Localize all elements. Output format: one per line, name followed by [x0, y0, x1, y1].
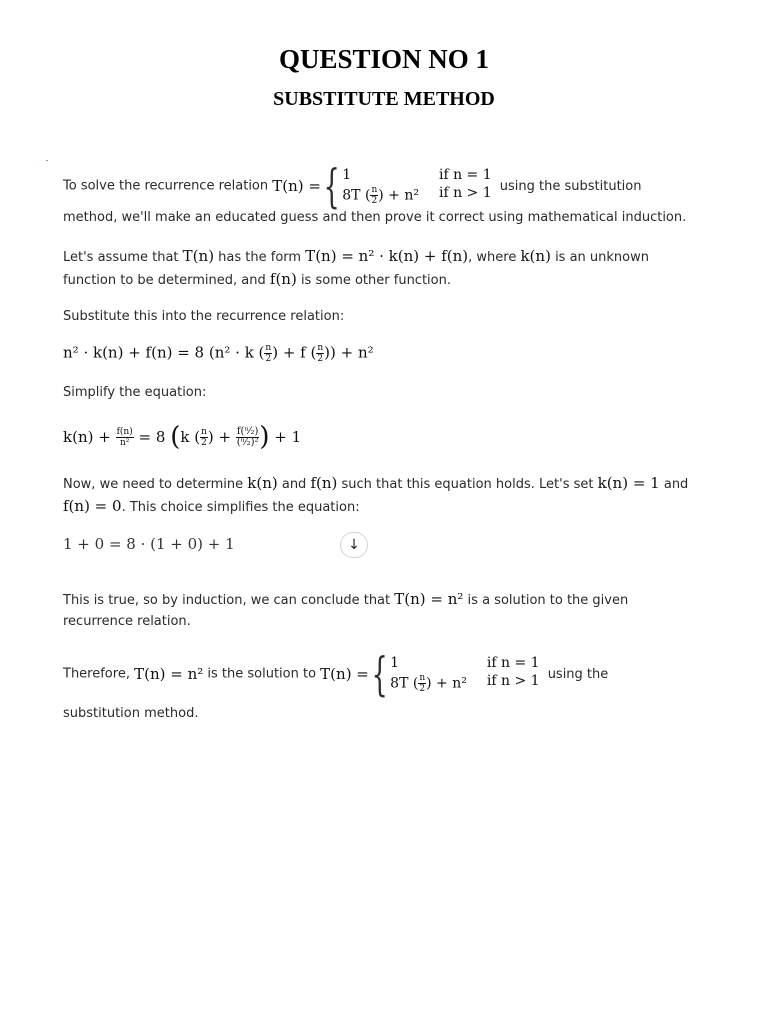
fraction: $\frac{n}{2}$	[371, 184, 378, 206]
fraction: $\frac{n}{2}$	[201, 426, 207, 448]
recurrence-equation	[272, 159, 492, 213]
arrow-down-icon: ↓	[348, 537, 360, 553]
paragraph-2: Let's assume that T(n) has the form T(n) = n² · k(n) + f(n), where k(n) is an unknown	[63, 247, 649, 265]
case2-condition: if n > 1	[486, 672, 540, 689]
paragraph-3: Substitute this into the recurrence relation:	[63, 309, 345, 324]
equation-3: 1 + 0 = 8 · (1 + 0) + 1	[63, 535, 235, 553]
left-paren: (	[170, 422, 181, 452]
equation-2: k(n) + $\frac{f(n)}{\text{n²}}$ = 8 (k ( $\frac{n}{2}$ ) + $\frac{\text{f(ⁿ⁄₂)}}{\text{(ⁿ⁄₂)²}}$ ) + 1	[63, 422, 302, 452]
page-subtitle: SUBSTITUTE METHOD	[273, 88, 495, 110]
case2-value: 8T ( $\frac{n}{2}$ ) + n²	[390, 672, 467, 694]
recurrence-cases	[390, 655, 539, 694]
brace: {	[371, 647, 388, 701]
decorative-dash	[46, 160, 48, 161]
paragraph-2-line-2: function to be determined, and f(n) is some other function.	[63, 270, 451, 288]
paragraph-6: This is true, so by induction, we can conclude that T(n) = n² is a solution to the given	[63, 590, 629, 608]
paragraph-7-text-after: using the	[547, 666, 609, 682]
recurrence-lhs: T(n) =	[272, 177, 321, 195]
equation-1: n² · k(n) + f(n) = 8 (n² · k ( $\frac{n}{2}$ ) + f ( $\frac{n}{2}$ )) + n²	[63, 343, 374, 364]
paragraph-1-text-after: using the substitution	[499, 178, 642, 194]
case1-value: 1	[342, 166, 352, 183]
paragraph-5-line-2: f(n) = 0. This choice simplifies the equation:	[63, 497, 360, 515]
case1-condition: if n = 1	[486, 654, 540, 671]
paragraph-6-line-2: recurrence relation.	[63, 614, 191, 629]
paragraph-1-line-2: method, we'll make an educated guess and then prove it correct using mathematical induction.	[63, 210, 687, 225]
right-paren: )	[259, 422, 270, 452]
fraction: $\frac{\text{f(ⁿ⁄₂)}}{\text{(ⁿ⁄₂)²}}$	[236, 425, 259, 448]
case1-condition: if n = 1	[438, 166, 492, 183]
case2-value: 8T ( $\frac{n}{2}$ ) + n²	[342, 184, 419, 206]
fraction: $\frac{n}{2}$	[265, 343, 272, 364]
paragraph-5: Now, we need to determine k(n) and f(n) such that this equation holds. Let's set k(n) = 1 and	[63, 474, 689, 492]
page-title: QUESTION NO 1	[278, 44, 490, 74]
fraction: $\frac{n}{2}$	[419, 672, 426, 694]
recurrence-cases	[342, 167, 491, 206]
fraction: $\frac{n}{2}$	[317, 343, 324, 364]
scroll-down-button[interactable]	[340, 532, 368, 558]
case2-condition: if n > 1	[438, 184, 492, 201]
paragraph-1-text: To solve the recurrence relation	[63, 178, 273, 194]
paragraph-7-line-2: substitution method.	[63, 706, 199, 721]
paragraph-4: Simplify the equation:	[63, 385, 207, 400]
fraction: $\frac{f(n)}{\text{n²}}$	[116, 426, 133, 448]
paragraph-1	[63, 159, 642, 213]
brace: {	[323, 159, 340, 213]
recurrence-equation-2	[320, 647, 540, 701]
case1-value: 1	[390, 654, 400, 671]
paragraph-7: Therefore, T(n) = n² is the solution to T(n) = { 1 if n = 1 8T ( $\frac{n}{2}$ ) + n² if n > 1 using the	[63, 647, 609, 701]
recurrence-lhs: T(n) =	[320, 665, 369, 683]
